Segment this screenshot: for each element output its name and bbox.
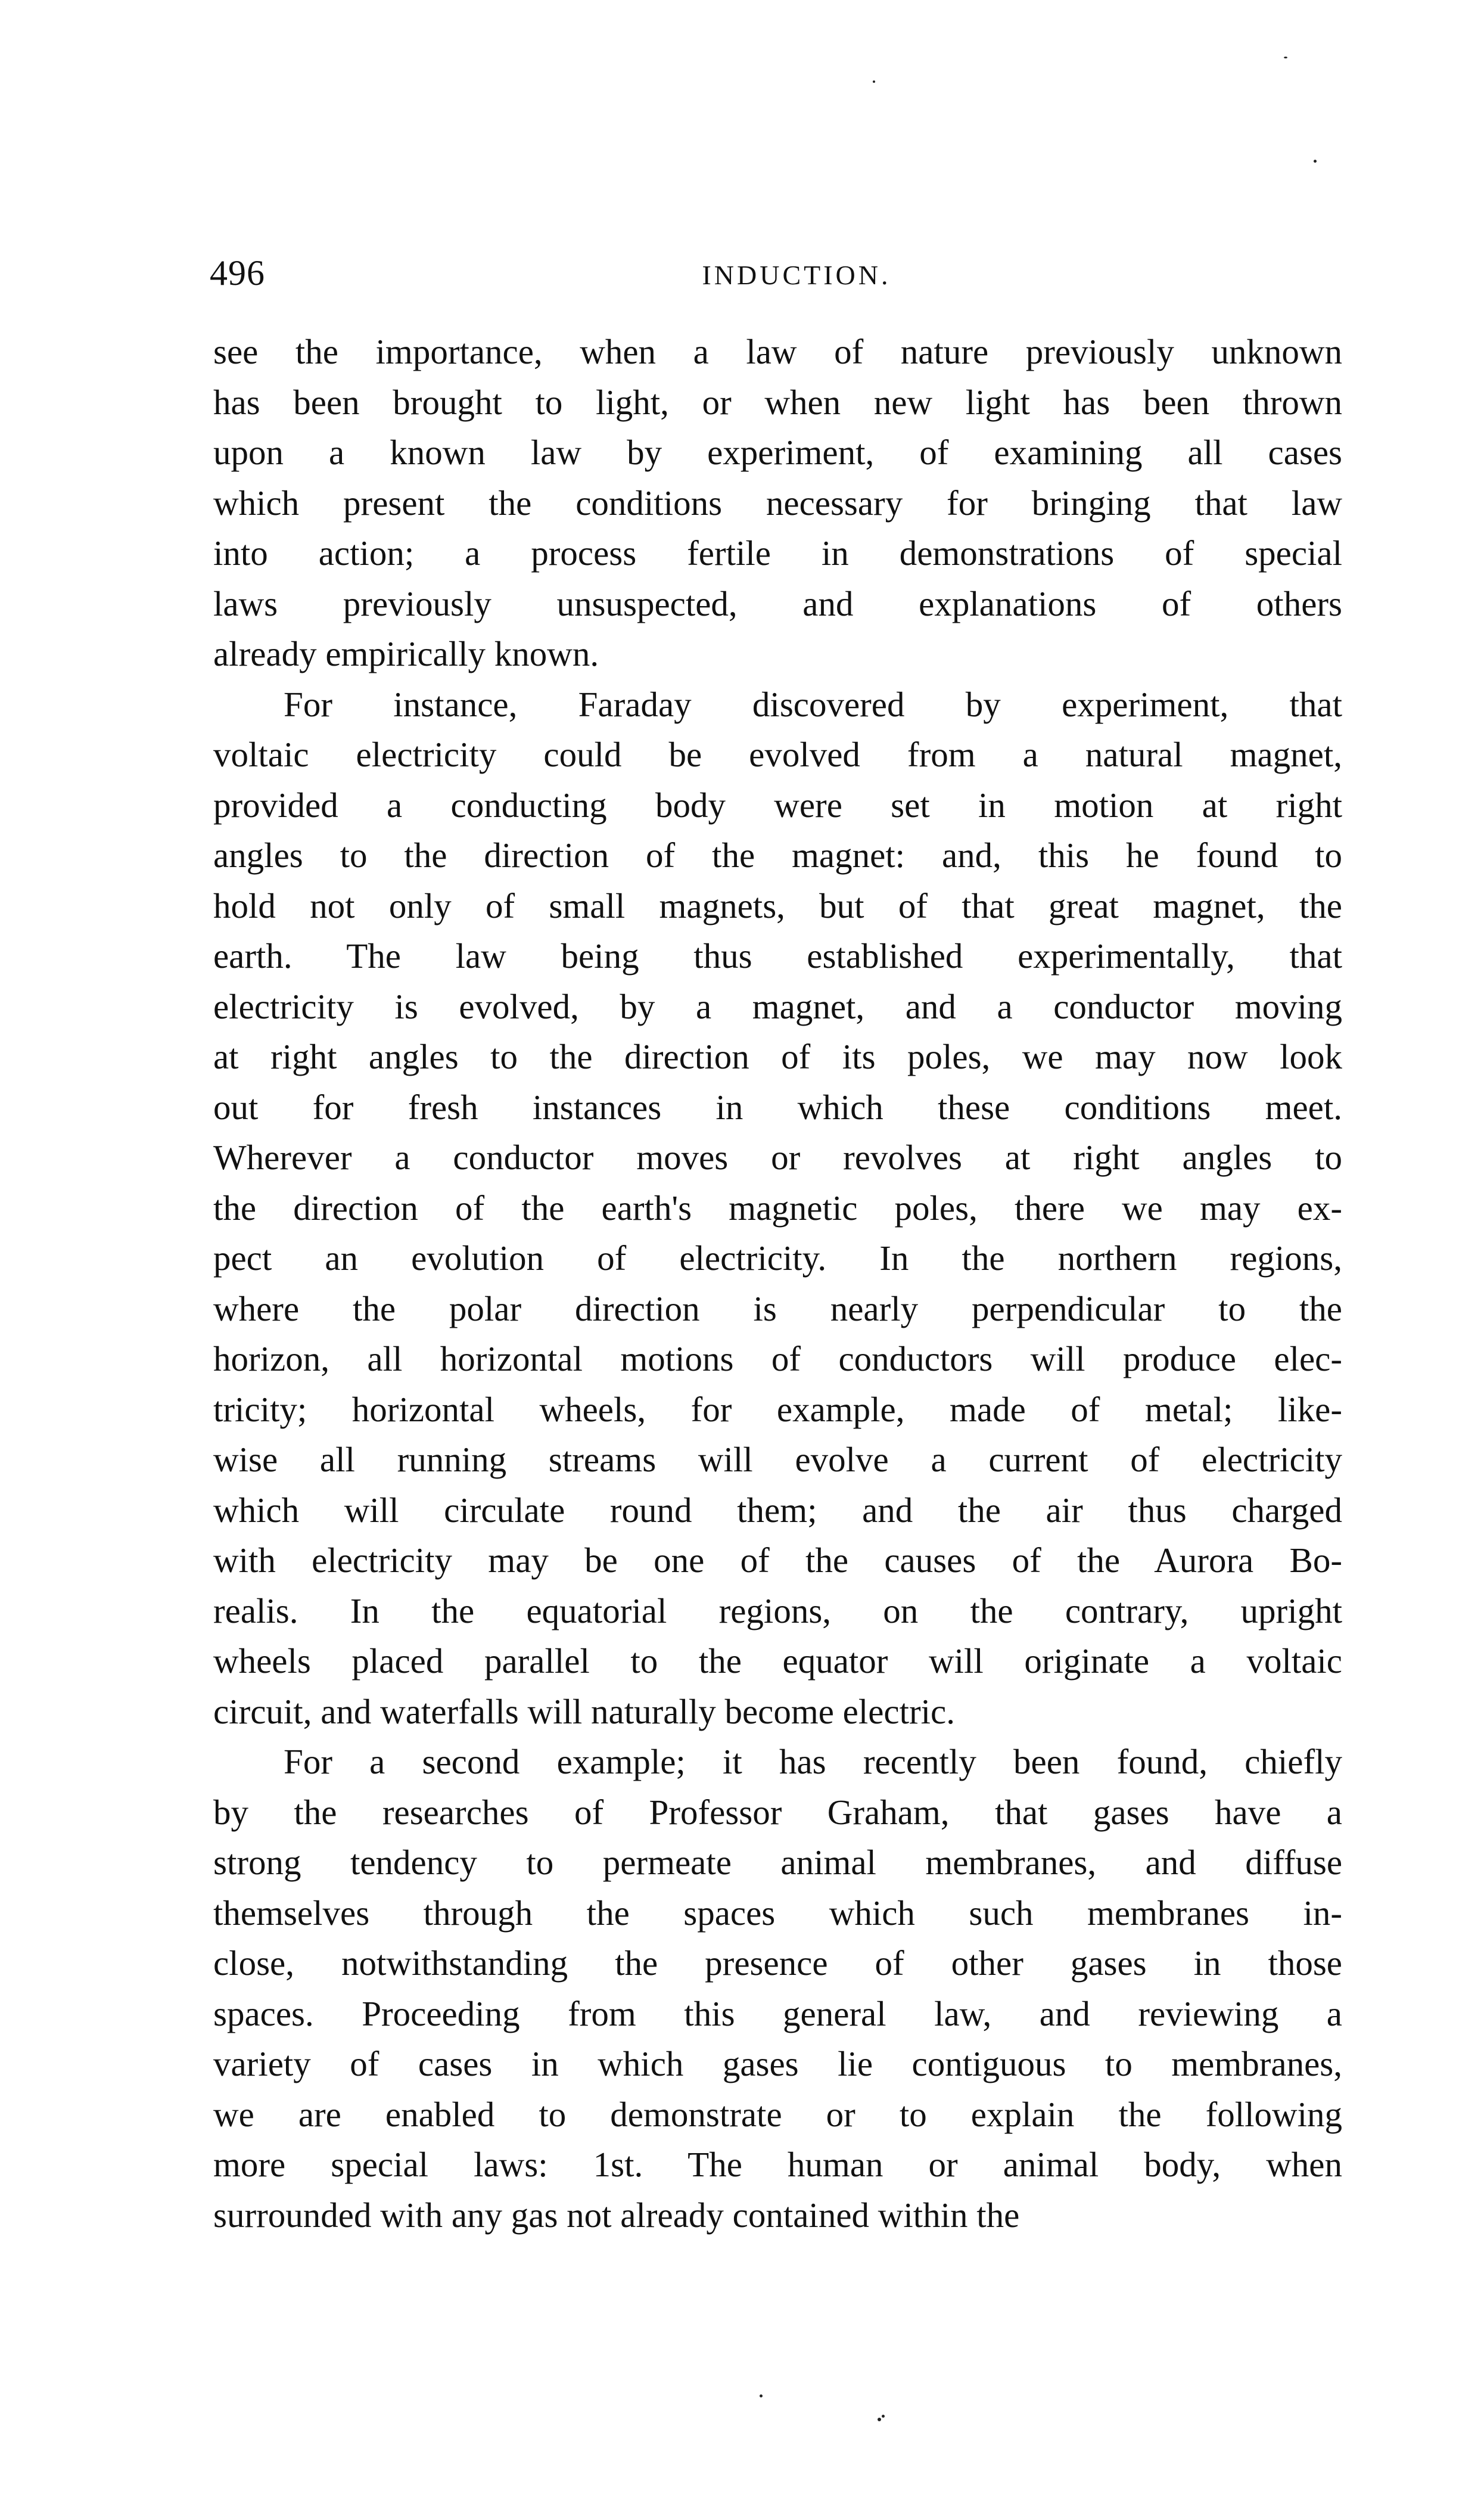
text-line: For a second example; it has recently been found, chiefly	[284, 1742, 1342, 1781]
text-line: at right angles to the direction of its poles, we may now look	[213, 1037, 1342, 1076]
text-line: realis. In the equatorial regions, on the contrary, upright	[213, 1591, 1342, 1630]
text-line: pect an evolution of electricity. In the northern regions,	[213, 1238, 1342, 1278]
text-line: has been brought to light, or when new light has been thrown	[213, 382, 1342, 422]
text-line: spaces. Proceeding from this general law, and reviewing a	[213, 1993, 1342, 2033]
text-line: tricity; horizontal wheels, for example, made of metal; like-	[213, 1389, 1342, 1429]
text-line: wise all running streams will evolve a current of electricity	[213, 1440, 1342, 1479]
text-line: themselves through the spaces which such membranes in-	[213, 1893, 1342, 1933]
text-line: already empirically known.	[213, 634, 599, 673]
text-line: Wherever a conductor moves or revolves at right angles to	[213, 1138, 1342, 1177]
running-head	[210, 249, 1342, 297]
text-line: electricity is evolved, by a magnet, and a conductor moving	[213, 986, 1342, 1026]
text-line: provided a conducting body were set in motion at right	[213, 785, 1342, 825]
text-line: which will circulate round them; and the air thus charged	[213, 1490, 1342, 1530]
text-line: variety of cases in which gases lie contiguous to membranes,	[213, 2044, 1342, 2083]
text-line: see the importance, when a law of nature previously unknown	[213, 332, 1342, 371]
text-line: with electricity may be one of the causes of the Aurora Bo-	[213, 1540, 1342, 1580]
text-line: by the researches of Professor Graham, that gases have a	[213, 1792, 1342, 1832]
text-line: out for fresh instances in which these conditions meet.	[213, 1087, 1342, 1127]
text-line: laws previously unsuspected, and explanations of others	[213, 583, 1342, 623]
text-line: wheels placed parallel to the equator will originate a voltaic	[213, 1641, 1342, 1681]
text-line: hold not only of small magnets, but of that great magnet, the	[213, 886, 1342, 925]
text-line: strong tendency to permeate animal membranes, and diffuse	[213, 1843, 1342, 1882]
scan-speck	[878, 2418, 881, 2421]
text-line: we are enabled to demonstrate or to explain the following	[213, 2094, 1342, 2134]
text-line: where the polar direction is nearly perpendicular to the	[213, 1288, 1342, 1328]
body-text	[213, 327, 1342, 2240]
text-line: upon a known law by experiment, of examining all cases	[213, 433, 1342, 472]
text-line: horizon, all horizontal motions of conductors will produce elec-	[213, 1339, 1342, 1378]
text-line: For instance, Faraday discovered by experiment, that	[284, 684, 1342, 724]
scan-speck	[760, 2394, 763, 2397]
text-line: close, notwithstanding the presence of other gases in those	[213, 1943, 1342, 1983]
scan-speck	[1314, 160, 1317, 163]
text-line: which present the conditions necessary for bringing that law	[213, 483, 1342, 523]
paragraph	[213, 327, 1342, 679]
text-line: the direction of the earth's magnetic poles, there we may ex-	[213, 1188, 1342, 1228]
scan-speck	[882, 2415, 885, 2418]
text-line: angles to the direction of the magnet: and, this he found to	[213, 835, 1342, 875]
scan-speck	[873, 80, 875, 83]
text-line: circuit, and waterfalls will naturally become electric.	[213, 1691, 955, 1731]
page-number: 496	[210, 253, 265, 293]
text-line: earth. The law being thus established experimentally, that	[213, 936, 1342, 976]
paragraph	[213, 679, 1342, 1737]
scan-speck	[1284, 57, 1287, 58]
text-line: voltaic electricity could be evolved from a natural magnet,	[213, 735, 1342, 774]
text-line: surrounded with any gas not already contained within the	[213, 2195, 1020, 2235]
text-line: more special laws: 1st. The human or animal body, when	[213, 2145, 1342, 2184]
paragraph	[213, 1737, 1342, 2240]
text-line: into action; a process fertile in demonstrations of special	[213, 533, 1342, 573]
running-title: INDUCTION.	[702, 260, 891, 290]
